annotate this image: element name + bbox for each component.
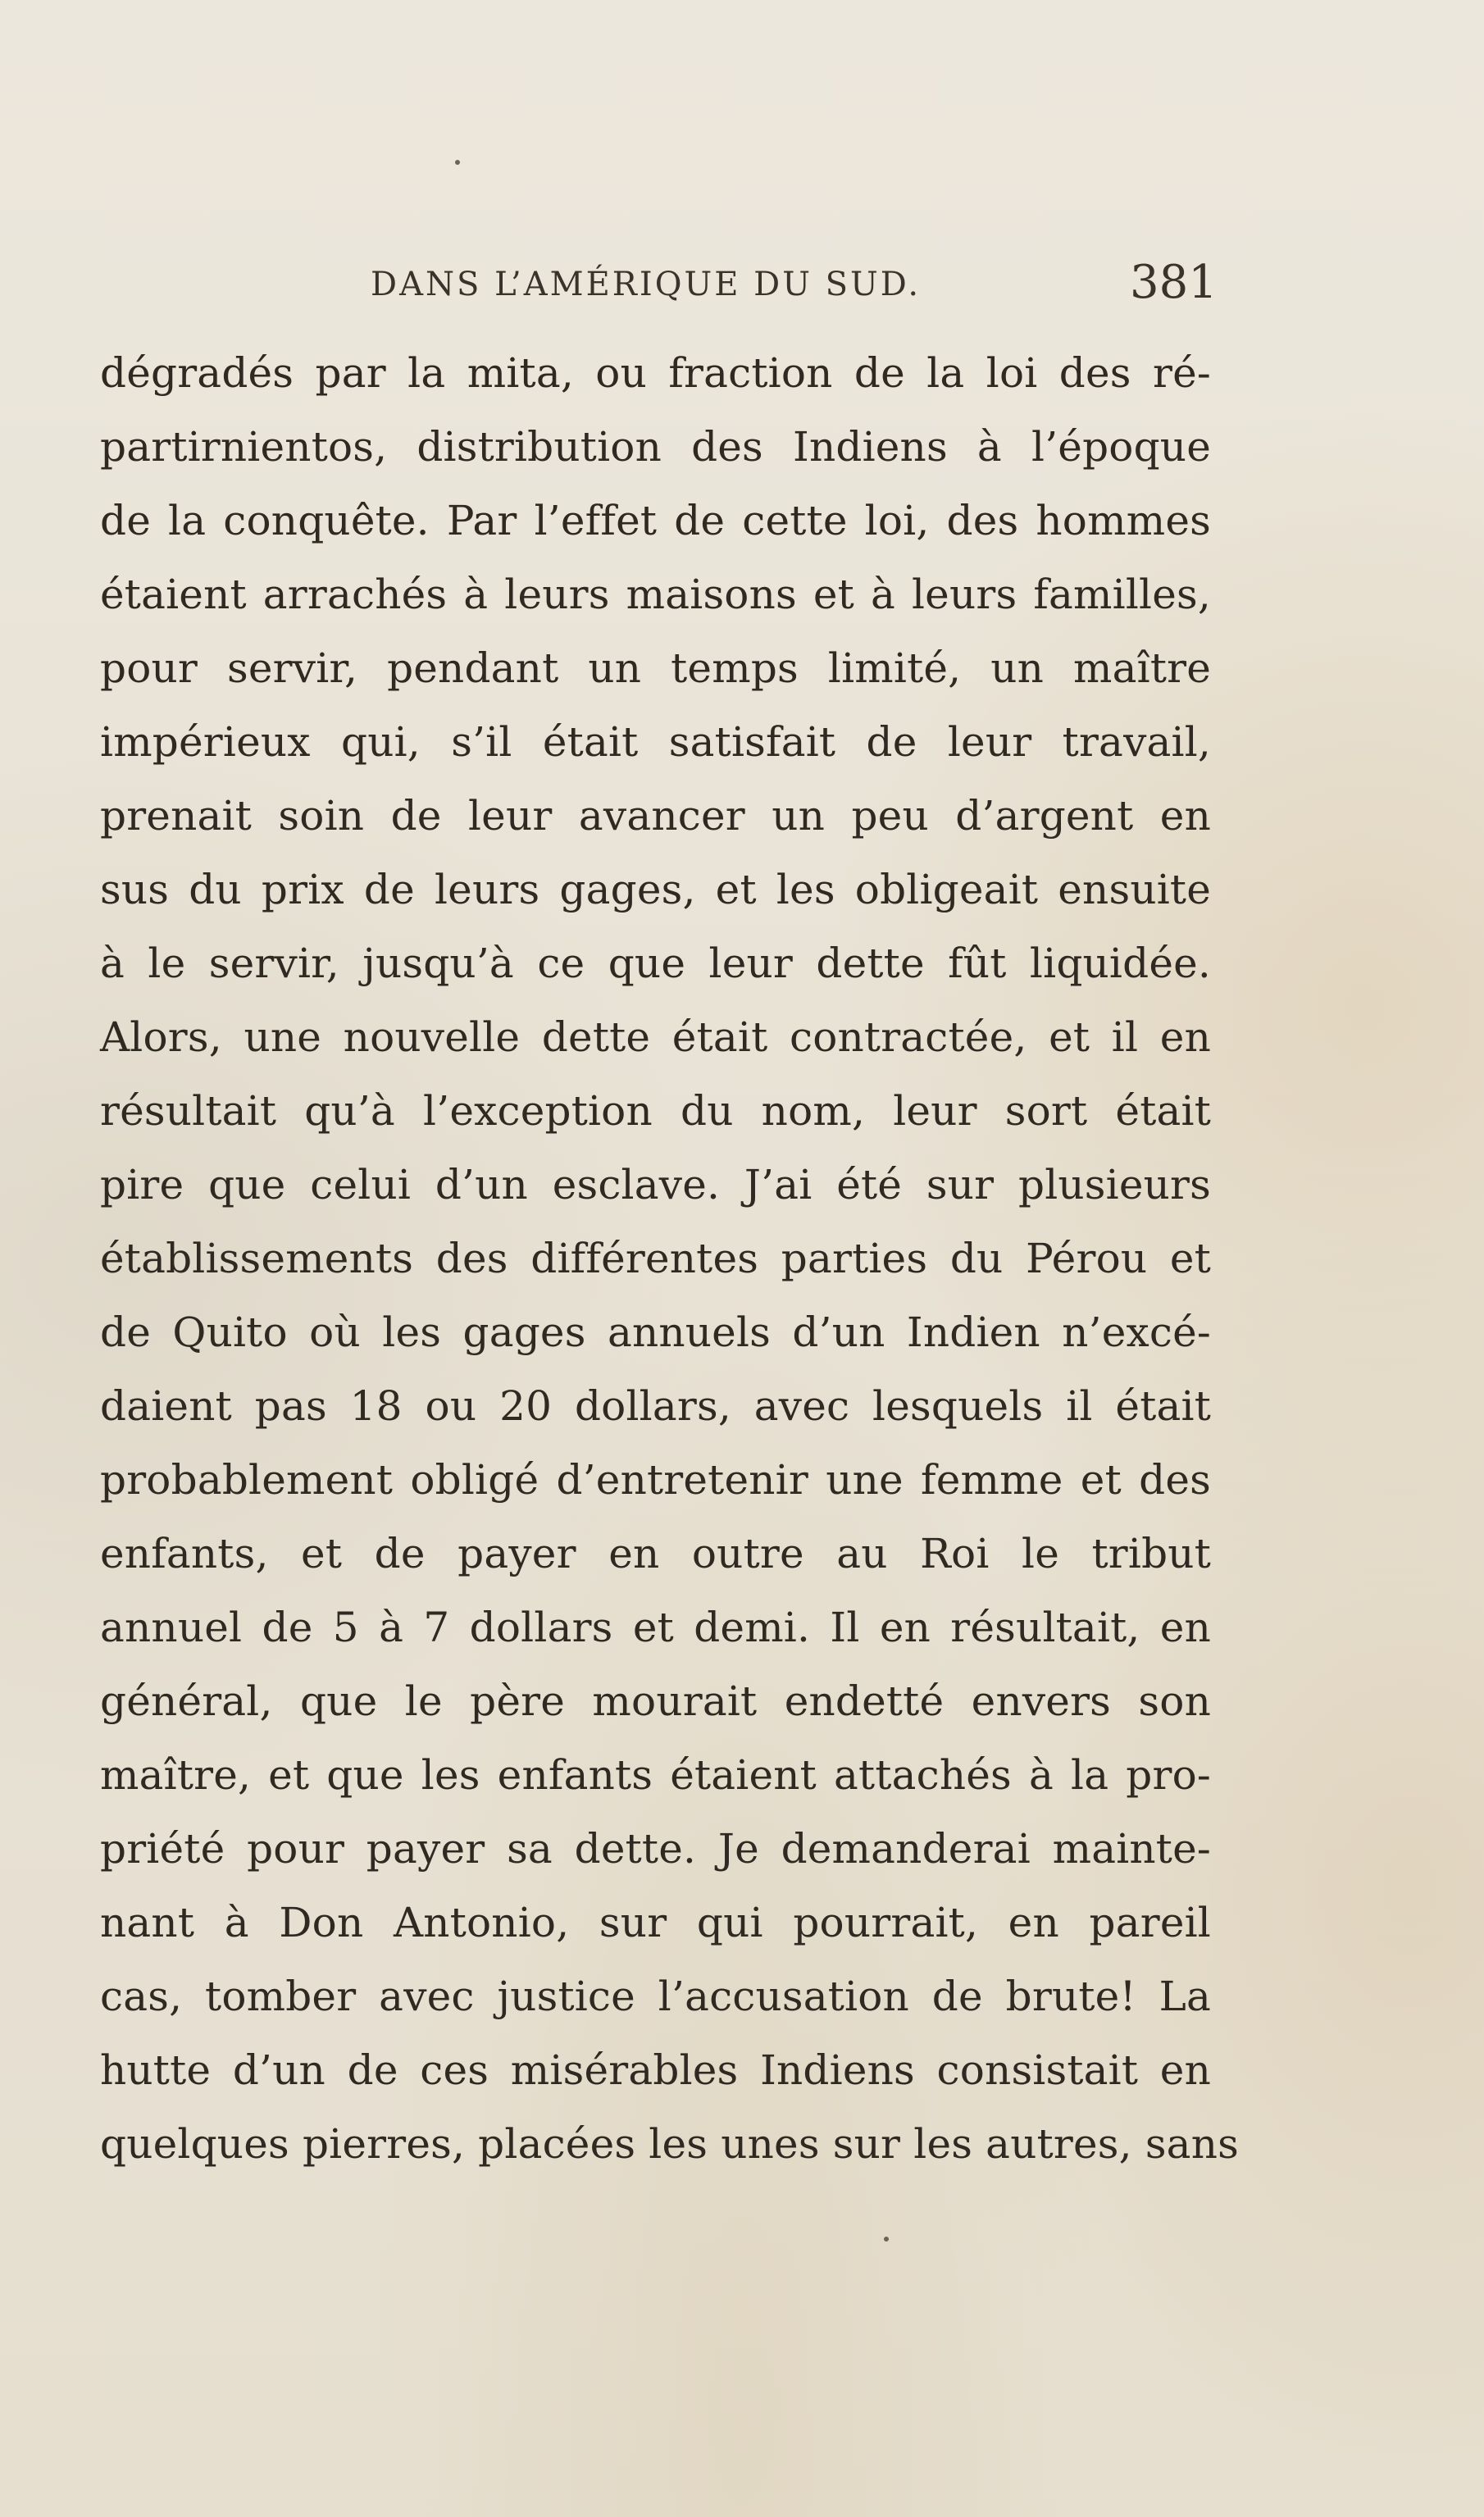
- text-line: pour servir, pendant un temps limité, un maître: [100, 644, 1211, 692]
- text-line: hutte d’un de ces misérables Indiens consistait en: [100, 2046, 1211, 2094]
- text-line: enfants, et de payer en outre au Roi le tribut: [100, 1530, 1211, 1577]
- body-text: [100, 336, 1239, 2181]
- text-line: probablement obligé d’entretenir une femme et des: [100, 1456, 1211, 1504]
- page-number: 381: [1130, 256, 1218, 309]
- text-line: prenait soin de leur avancer un peu d’argent en: [100, 792, 1211, 840]
- ink-speck: [884, 2237, 889, 2242]
- text-line: Alors, une nouvelle dette était contractée, et il en: [100, 1013, 1211, 1061]
- text-line: établissements des différentes parties du Pérou et: [100, 1235, 1211, 1282]
- text-line: daient pas 18 ou 20 dollars, avec lesquels il était: [100, 1382, 1211, 1430]
- text-line: priété pour payer sa dette. Je demanderai mainte-: [100, 1825, 1211, 1873]
- text-line: étaient arrachés à leurs maisons et à leurs familles,: [100, 571, 1211, 618]
- text-line: sus du prix de leurs gages, et les obligeait ensuite: [100, 866, 1211, 913]
- text-line: de la conquête. Par l’effet de cette loi, des hommes: [100, 497, 1211, 544]
- text-line: général, que le père mourait endetté envers son: [100, 1677, 1211, 1725]
- text-line: dégradés par la mita, ou fraction de la loi des ré-: [100, 349, 1211, 397]
- text-line: cas, tomber avec justice l’accusation de brute! La: [100, 1973, 1211, 2020]
- text-line: quelques pierres, placées les unes sur les autres, sans: [100, 2120, 1239, 2168]
- text-line: à le servir, jusqu’à ce que leur dette fût liquidée.: [100, 940, 1211, 987]
- ink-speck: [455, 160, 460, 165]
- text-line: partirnientos, distribution des Indiens à l’époque: [100, 423, 1211, 471]
- text-line: annuel de 5 à 7 dollars et demi. Il en résultait, en: [100, 1604, 1211, 1651]
- text-line: impérieux qui, s’il était satisfait de leur travail,: [100, 718, 1211, 766]
- text-line: résultait qu’à l’exception du nom, leur sort était: [100, 1087, 1211, 1135]
- text-line: maître, et que les enfants étaient attachés à la pro-: [100, 1751, 1211, 1799]
- running-head: [0, 256, 1484, 310]
- running-title: DANS L’AMÉRIQUE DU SUD.: [371, 266, 922, 303]
- text-line: de Quito où les gages annuels d’un Indien n’excé-: [100, 1309, 1211, 1356]
- text-line: pire que celui d’un esclave. J’ai été sur plusieurs: [100, 1161, 1211, 1208]
- text-line: nant à Don Antonio, sur qui pourrait, en pareil: [100, 1899, 1211, 1946]
